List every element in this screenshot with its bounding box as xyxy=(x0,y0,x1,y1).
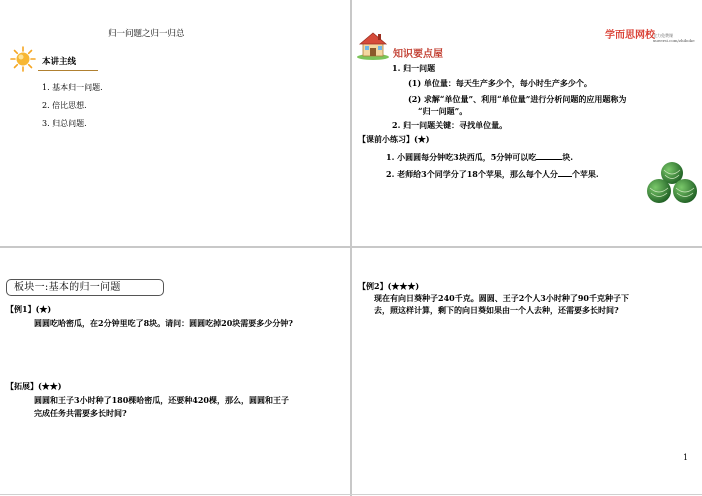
practice-1-suffix: 块. xyxy=(562,152,574,162)
practice-question-1 xyxy=(386,151,573,163)
practice-2-text: 2. 老师给3个同学分了18个苹果，那么每个人分 xyxy=(386,169,558,179)
example-1-text: 圆圆吃哈密瓜，在2分钟里吃了8块。请问：圆圆吃掉20块需要多少分钟? xyxy=(34,318,293,328)
practice-2-suffix: 个苹果. xyxy=(571,169,599,179)
practice-question-2 xyxy=(386,168,599,180)
main-line-heading: 本讲主线 xyxy=(42,57,77,67)
main-line-underline xyxy=(38,70,98,71)
kp-item-1: 1. 归一问题 xyxy=(392,63,436,73)
brand-logo-text: 学而思网校 xyxy=(605,30,655,41)
extension-title: 【拓展】(★★) xyxy=(6,381,62,391)
page-number: 1 xyxy=(683,453,689,462)
watermelon-balls-icon xyxy=(644,160,700,206)
kp-item-1b-cont: “归一问题”。 xyxy=(418,106,468,116)
example-1-title: 【例1】(★) xyxy=(6,304,52,314)
lecture-title: 归一问题之归一归总 xyxy=(108,29,185,39)
kp-item-1b: (2) 求解“单位量”、利用“单位量”进行分析问题的应用题称为 xyxy=(408,94,627,104)
main-line-item-1: 1. 基本归一问题. xyxy=(42,83,103,92)
module-title: 板块一:基本的归一问题 xyxy=(14,282,121,293)
main-line-item-3: 3. 归总问题. xyxy=(42,119,87,128)
practice-title: 【课前小练习】(★) xyxy=(358,134,430,144)
knowledge-points-title: 知识要点屋 xyxy=(393,49,443,60)
practice-1-text: 1. 小圆圆每分钟吃3块西瓜，5分钟可以吃 xyxy=(386,152,537,162)
house-icon xyxy=(356,30,390,60)
main-line-item-2: 2. 倍比思想. xyxy=(42,101,87,110)
example-2-text-line-1: 现在有向日葵种子240千克。圆圆、王子2个人3小时种了90千克种子下 xyxy=(374,293,629,303)
example-2-text-line-2: 去，照这样计算，剩下的向日葵如果由一个人去种，还需要多长时间? xyxy=(374,305,619,315)
vertical-divider xyxy=(350,0,352,496)
brand-subtext xyxy=(653,33,695,43)
practice-1-blank xyxy=(536,151,562,160)
sun-icon xyxy=(10,46,36,72)
example-2-title: 【例2】(★★★) xyxy=(358,281,420,291)
kp-item-1a: (1) 单位量：每天生产多少个，每小时生产多少个。 xyxy=(408,78,592,88)
kp-item-2: 2. 归一问题关键：寻找单位量。 xyxy=(392,120,508,130)
bottom-edge xyxy=(0,494,702,495)
extension-text-line-1: 圆圆和王子3小时种了180棵哈密瓜，还要种420棵，那么，圆圆和王子 xyxy=(34,395,289,405)
horizontal-divider xyxy=(0,246,702,248)
practice-2-blank xyxy=(558,168,572,177)
brand-subtext-line-2: xueersi.com/zhiboke xyxy=(653,38,695,43)
brand-subtext-line-1: 全力免费课 xyxy=(653,33,673,38)
extension-text-line-2: 完成任务共需要多长时间? xyxy=(34,408,127,418)
